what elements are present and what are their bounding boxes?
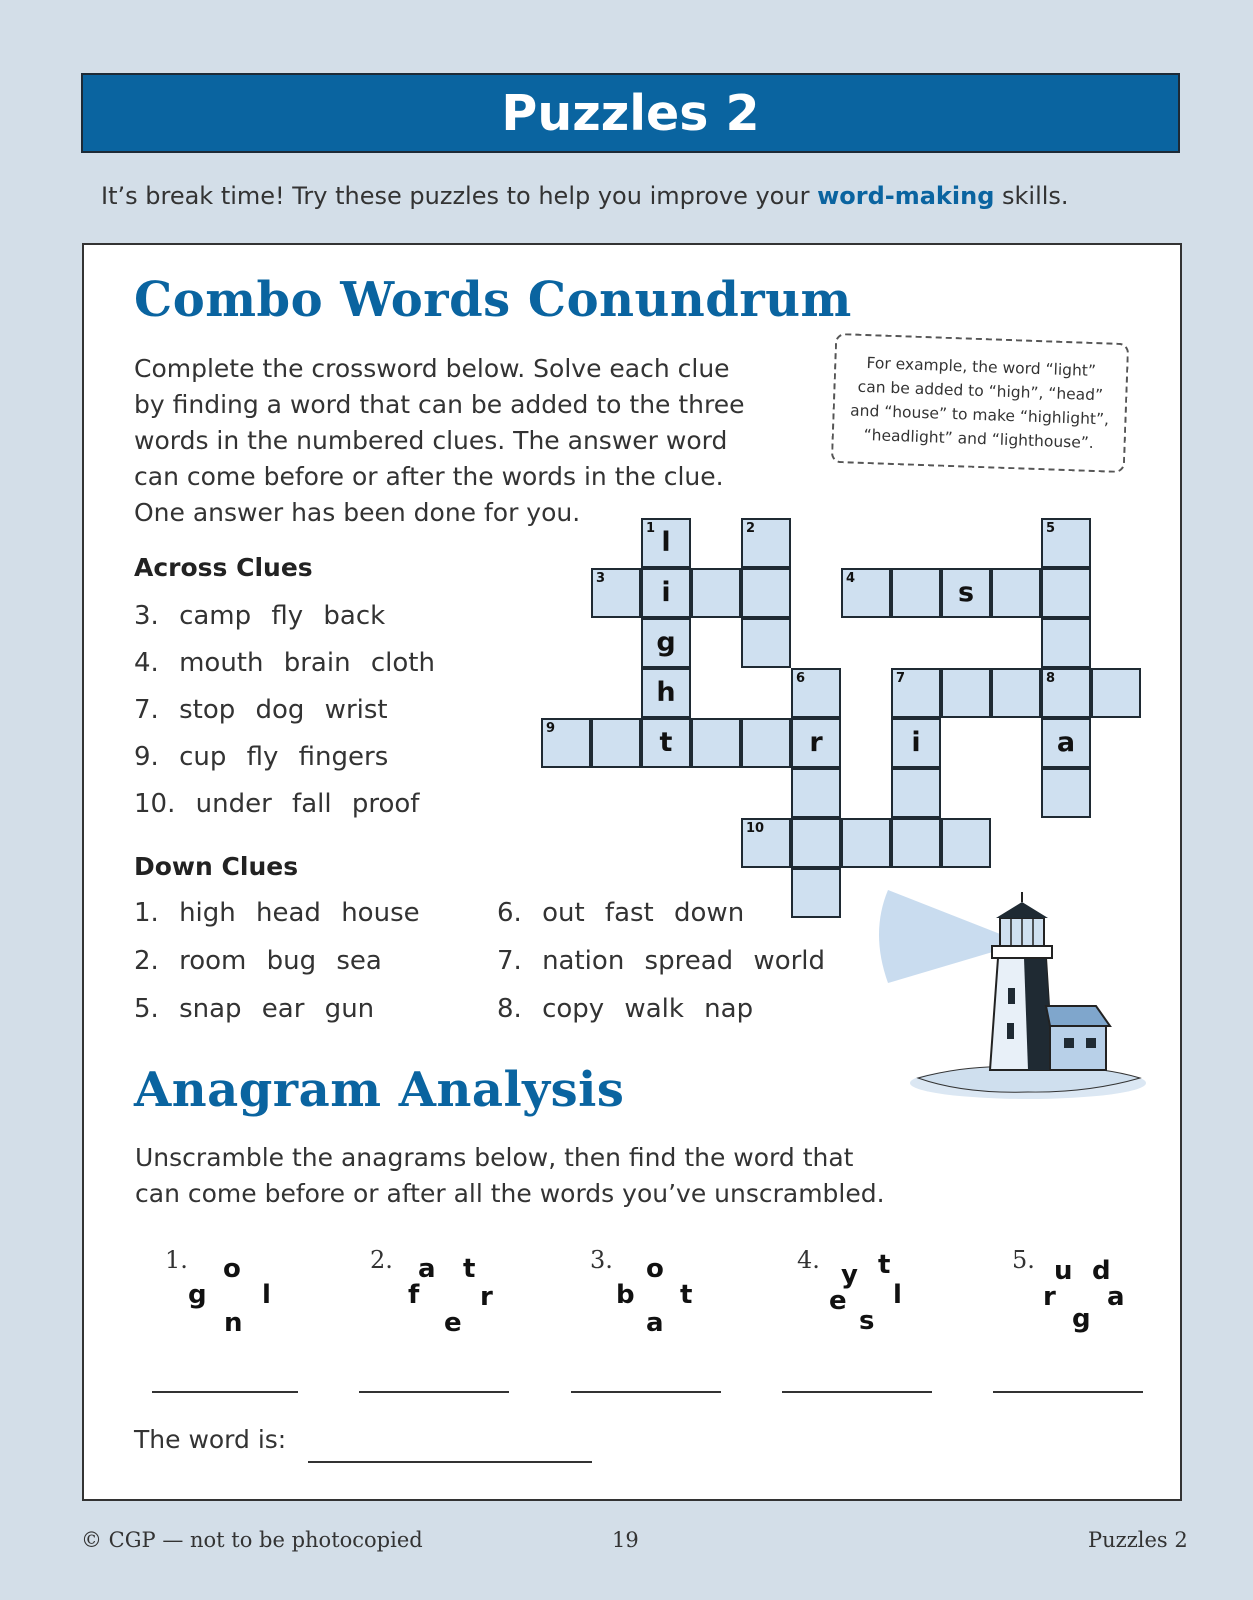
cell-number: 9 bbox=[546, 721, 556, 736]
crossword-cell[interactable] bbox=[891, 568, 941, 618]
anagram-letter: l bbox=[893, 1280, 902, 1310]
crossword-cell[interactable] bbox=[841, 818, 891, 868]
clue-number: 8. bbox=[497, 994, 522, 1024]
anagram-letter: f bbox=[408, 1280, 420, 1310]
anagram-letter: a bbox=[1107, 1282, 1125, 1312]
crossword-cell[interactable] bbox=[791, 868, 841, 918]
anagram-letter: b bbox=[616, 1280, 635, 1310]
crossword-cell[interactable] bbox=[641, 668, 691, 718]
crossword-cell[interactable] bbox=[791, 818, 841, 868]
clue-words: cup fly fingers bbox=[179, 742, 389, 772]
across-clue bbox=[134, 601, 385, 631]
anagram-puzzle bbox=[1010, 1246, 1170, 1356]
cell-letter: i bbox=[661, 577, 671, 608]
crossword-cell[interactable] bbox=[891, 818, 941, 868]
crossword-cell[interactable] bbox=[941, 818, 991, 868]
crossword-cell[interactable] bbox=[841, 568, 891, 618]
anagram-number: 5. bbox=[1012, 1246, 1035, 1274]
cell-number: 5 bbox=[1046, 521, 1056, 536]
anagram-puzzle bbox=[160, 1246, 320, 1356]
cell-number: 2 bbox=[746, 521, 756, 536]
word-is-label: The word is: bbox=[134, 1425, 287, 1454]
clue-words: out fast down bbox=[542, 898, 745, 928]
clue-number: 6. bbox=[497, 898, 522, 928]
anagram-number: 3. bbox=[590, 1246, 613, 1274]
down-clue bbox=[497, 946, 825, 976]
clue-number: 3. bbox=[134, 601, 159, 631]
clue-words: room bug sea bbox=[179, 946, 382, 976]
crossword-cell[interactable] bbox=[641, 618, 691, 668]
crossword-cell[interactable] bbox=[1041, 618, 1091, 668]
crossword-cell[interactable] bbox=[1041, 518, 1091, 568]
instruction-line: can come before or after all the words you’ve unscrambled. bbox=[135, 1179, 885, 1208]
example-line: and “house” to make “highlight”, bbox=[849, 401, 1110, 429]
crossword-cell[interactable] bbox=[641, 518, 691, 568]
page-number: 19 bbox=[612, 1528, 639, 1552]
crossword-cell[interactable] bbox=[891, 668, 941, 718]
clue-words: camp fly back bbox=[179, 601, 386, 631]
example-line: can be added to “high”, “head” bbox=[857, 377, 1104, 405]
crossword-cell[interactable] bbox=[941, 668, 991, 718]
anagram-number: 4. bbox=[797, 1246, 820, 1274]
instruction-line: can come before or after the words in the clue. bbox=[134, 462, 724, 491]
answer-line[interactable] bbox=[993, 1391, 1143, 1393]
crossword-cell[interactable] bbox=[641, 568, 691, 618]
anagram-puzzle bbox=[588, 1246, 748, 1356]
crossword-cell[interactable] bbox=[991, 668, 1041, 718]
answer-line[interactable] bbox=[571, 1391, 721, 1393]
final-answer-line[interactable] bbox=[308, 1461, 592, 1463]
intro-highlight: word-making bbox=[817, 182, 995, 210]
anagram-number: 2. bbox=[370, 1246, 393, 1274]
footer-section: Puzzles 2 bbox=[1088, 1528, 1188, 1552]
crossword-cell[interactable] bbox=[591, 718, 641, 768]
lighthouse-illustration bbox=[878, 888, 1168, 1110]
down-clue bbox=[497, 994, 753, 1024]
cell-letter: t bbox=[659, 727, 673, 758]
cell-number: 6 bbox=[796, 671, 806, 686]
page-title: Puzzles 2 bbox=[501, 84, 760, 142]
cell-number: 10 bbox=[746, 821, 765, 836]
footer-copyright: © CGP — not to be photocopied bbox=[81, 1528, 423, 1552]
cell-number: 7 bbox=[896, 671, 906, 686]
clue-words: under fall proof bbox=[195, 789, 420, 819]
combo-instructions bbox=[134, 351, 745, 531]
crossword-cell[interactable] bbox=[641, 718, 691, 768]
anagram-letter: y bbox=[841, 1260, 858, 1290]
crossword-cell[interactable] bbox=[991, 568, 1041, 618]
intro-text-after: skills. bbox=[994, 182, 1069, 210]
crossword-cell[interactable] bbox=[691, 718, 741, 768]
crossword-cell[interactable] bbox=[1041, 568, 1091, 618]
answer-line[interactable] bbox=[152, 1391, 298, 1393]
crossword-cell[interactable] bbox=[741, 818, 791, 868]
anagram-letter: l bbox=[262, 1280, 271, 1310]
clue-number: 5. bbox=[134, 994, 159, 1024]
clue-words: nation spread world bbox=[542, 946, 826, 976]
cell-number: 4 bbox=[846, 571, 856, 586]
anagram-letter: e bbox=[444, 1308, 462, 1338]
clue-number: 4. bbox=[134, 648, 159, 678]
cell-letter: s bbox=[957, 577, 975, 608]
anagram-letter: d bbox=[1092, 1256, 1111, 1286]
anagram-letter: t bbox=[463, 1254, 476, 1284]
anagram-puzzle bbox=[368, 1246, 528, 1356]
clue-number: 10. bbox=[134, 789, 176, 819]
anagram-letter: g bbox=[188, 1280, 207, 1310]
crossword-grid bbox=[541, 518, 1141, 918]
crossword-cell[interactable] bbox=[541, 718, 591, 768]
clue-number: 7. bbox=[497, 946, 522, 976]
answer-line[interactable] bbox=[782, 1391, 932, 1393]
clue-number: 2. bbox=[134, 946, 159, 976]
combo-section-title: Combo Words Conundrum bbox=[134, 272, 852, 328]
crossword-cell[interactable] bbox=[891, 718, 941, 768]
cell-number: 3 bbox=[596, 571, 606, 586]
example-line: For example, the word “light” bbox=[866, 354, 1097, 381]
anagram-number: 1. bbox=[165, 1246, 188, 1274]
anagram-letter: r bbox=[480, 1282, 493, 1312]
anagram-letter: a bbox=[646, 1308, 664, 1338]
instruction-line: Complete the crossword below. Solve each clue bbox=[134, 354, 730, 383]
cell-letter: r bbox=[809, 727, 823, 758]
instruction-line: Unscramble the anagrams below, then find the word that bbox=[135, 1143, 854, 1172]
anagram-letter: t bbox=[878, 1250, 891, 1280]
crossword-cell[interactable] bbox=[891, 768, 941, 818]
crossword-cell[interactable] bbox=[741, 568, 791, 618]
clue-words: copy walk nap bbox=[542, 994, 754, 1024]
anagram-letter: o bbox=[646, 1254, 664, 1284]
anagram-section-title: Anagram Analysis bbox=[134, 1062, 625, 1118]
cell-letter: i bbox=[911, 727, 921, 758]
crossword-cell[interactable] bbox=[1041, 718, 1091, 768]
anagram-letter: r bbox=[1043, 1282, 1056, 1312]
anagram-letter: u bbox=[1054, 1256, 1073, 1286]
crossword-cell[interactable] bbox=[591, 568, 641, 618]
cell-number: 8 bbox=[1046, 671, 1056, 686]
cell-letter: a bbox=[1056, 727, 1076, 758]
clue-words: stop dog wrist bbox=[179, 695, 388, 725]
crossword-cell[interactable] bbox=[691, 568, 741, 618]
crossword-cell[interactable] bbox=[741, 718, 791, 768]
crossword-cell[interactable] bbox=[1091, 668, 1141, 718]
crossword-cell[interactable] bbox=[791, 768, 841, 818]
cell-number: 1 bbox=[646, 521, 656, 536]
across-clue bbox=[134, 695, 388, 725]
crossword-cell[interactable] bbox=[791, 668, 841, 718]
anagram-letter: g bbox=[1072, 1304, 1091, 1334]
anagram-letter: t bbox=[680, 1280, 693, 1310]
anagram-puzzle bbox=[796, 1246, 956, 1356]
down-clues-heading: Down Clues bbox=[134, 852, 299, 881]
crossword-cell[interactable] bbox=[1041, 668, 1091, 718]
cell-letter: l bbox=[661, 527, 671, 558]
cell-letter: h bbox=[656, 677, 676, 708]
cell-letter: g bbox=[656, 627, 676, 658]
instruction-line: words in the numbered clues. The answer word bbox=[134, 426, 728, 455]
clue-words: snap ear gun bbox=[179, 994, 375, 1024]
anagram-letter: s bbox=[859, 1306, 875, 1336]
clue-number: 1. bbox=[134, 898, 159, 928]
example-callout bbox=[831, 333, 1129, 473]
instruction-line: by finding a word that can be added to the three bbox=[134, 390, 745, 419]
clue-words: mouth brain cloth bbox=[179, 648, 435, 678]
across-clue bbox=[134, 648, 435, 678]
anagram-instructions bbox=[135, 1140, 885, 1212]
crossword-cell[interactable] bbox=[941, 568, 991, 618]
intro-text-before: It’s break time! Try these puzzles to help you improve your bbox=[101, 182, 818, 210]
anagram-letter: a bbox=[418, 1254, 436, 1284]
anagram-letter: o bbox=[223, 1254, 241, 1284]
example-line: “headlight” and “lighthouse”. bbox=[863, 425, 1095, 452]
clue-number: 9. bbox=[134, 742, 159, 772]
down-clue bbox=[134, 946, 382, 976]
answer-line[interactable] bbox=[359, 1391, 509, 1393]
down-clue bbox=[134, 994, 374, 1024]
anagram-letter: e bbox=[829, 1286, 847, 1316]
crossword-cell[interactable] bbox=[1041, 768, 1091, 818]
intro-text bbox=[101, 182, 1069, 210]
crossword-cell[interactable] bbox=[741, 618, 791, 668]
clue-number: 7. bbox=[134, 695, 159, 725]
down-clue bbox=[134, 898, 420, 928]
title-banner bbox=[81, 73, 1180, 153]
anagram-letter: n bbox=[224, 1308, 243, 1338]
across-clue bbox=[134, 789, 419, 819]
instruction-line: One answer has been done for you. bbox=[134, 498, 581, 527]
crossword-cell[interactable] bbox=[741, 518, 791, 568]
clue-words: high head house bbox=[179, 898, 420, 928]
crossword-cell[interactable] bbox=[791, 718, 841, 768]
across-clue bbox=[134, 742, 388, 772]
across-clues-heading: Across Clues bbox=[134, 553, 313, 582]
